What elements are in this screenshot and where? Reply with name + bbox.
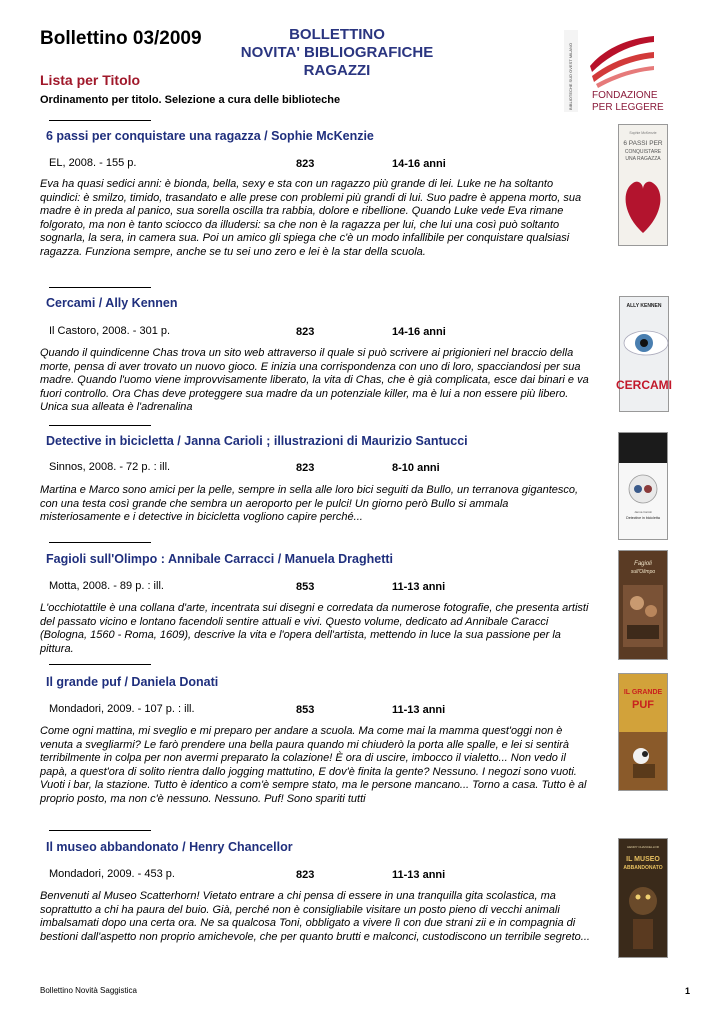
book-classification: 853 bbox=[296, 704, 315, 716]
bulletin-heading-line-3: RAGAZZI bbox=[303, 62, 371, 79]
entry-separator bbox=[49, 425, 151, 426]
book-publisher: Mondadori, 2009. - 107 p. : ill. bbox=[49, 703, 195, 715]
entry-separator bbox=[49, 664, 151, 665]
cover-text-line: IL GRANDE bbox=[623, 689, 663, 696]
book-age-range: 14-16 anni bbox=[392, 326, 446, 338]
cover-text-line: Fagioli bbox=[634, 561, 652, 567]
book-cover bbox=[618, 432, 668, 540]
cover-text-line: ABBANDONATO bbox=[623, 865, 663, 871]
cover-text-line: CERCAMI bbox=[616, 378, 672, 392]
book-cover bbox=[618, 838, 668, 958]
entry-separator bbox=[49, 287, 151, 288]
book-cover bbox=[618, 124, 668, 246]
book-age-range: 14-16 anni bbox=[392, 158, 446, 170]
cover-author: Janna Carioli bbox=[634, 510, 652, 514]
logo-line-2: PER LEGGERE bbox=[592, 102, 664, 113]
book-description: Eva ha quasi sedici anni: è bionda, bella, sexy e sta con un ragazzo più grande di lei. Luke ne ha soltanto quindici: è smilzo, timido, trasandato e alle prese con problemi più grandi di lui. Suo padre è appena morto, sua madre è in preda al panico, sua sorella oscilla tra rabbia, dolore e ribellione. Quando Luke vede Eva rimane folgorato, ma non è tanto sciocco da illudersi: sa che non è la ragazza per lui, che lui una così può soltanto sognarla, la sera, in camera sua. Poi un amico gli spiega che c'è un modo infallibile per conquistare qualsiasi ragazza. Funziona sempre, anche se tu sei uno zero e lei è la star della scuola. bbox=[40, 178, 582, 258]
book-cover bbox=[618, 673, 668, 791]
book-classification: 823 bbox=[296, 462, 315, 474]
cover-author: HENRY CHANCELLOR bbox=[627, 845, 659, 849]
page-number: 1 bbox=[685, 986, 691, 996]
book-description: Benvenuti al Museo Scatterhorn! Vietato entrare a chi pensa di essere in una tranquilla gita scolastica, ma soprattutto a chi ha paura del buio. Già, perché non è consigliabile visitare un posto pieno di vecchi animali imbalsamati dopo una certa ora. Ne sa qualcosa Toni, obbligato a vivere lì con due strani zii e in compagnia di bestioni dall'aspetto non proprio amichevole, che per quanto brutti e malconci, custodiscono un terribile segreto... bbox=[40, 890, 590, 943]
bicycle-illustration bbox=[629, 475, 657, 503]
book-classification: 823 bbox=[296, 158, 315, 170]
book-age-range: 11-13 anni bbox=[392, 581, 446, 593]
list-subtitle: Ordinamento per titolo. Selezione a cura delle biblioteche bbox=[40, 94, 341, 106]
book-age-range: 11-13 anni bbox=[392, 869, 446, 881]
book-description: Quando il quindicenne Chas trova un sito web attraverso il quale si può scrivere ai prigionieri nel braccio della morte, pensa di aver trovato un nuovo gioco. E inizia una corrispondenza con uno di loro, spacciandosi per sua madre. Quando l'uomo viene improvvisamente liberato, la vita di Chas, che è già complicata, esce dai binari e va fuori controllo. Ora Chas deve proteggere sua madre da un potenziale killer, ma è lui a non essere più libero. Unica sua alleata è l'adrenalina bbox=[40, 347, 589, 413]
book-description: L'occhiotattile è una collana d'arte, incentrata sui disegni e corredata da numerose fotografie, che presenta artisti del passato vicino e lontano facendoli sentire attuali e vivi. Questo volume, dedicato ad Annibale Caracci (Bologna, 1560 - Roma, 1609), descrive la vita e l'opera dell'artista, mettendo in luce la sua passione per la pittura. bbox=[40, 602, 589, 655]
list-title: Lista per Titolo bbox=[40, 72, 141, 88]
entry-separator bbox=[49, 830, 151, 831]
book-publisher: Mondadori, 2009. - 453 p. bbox=[49, 868, 175, 880]
cover-text-line: CONQUISTARE bbox=[624, 149, 662, 155]
book-classification: 823 bbox=[296, 869, 315, 881]
book-title: Il museo abbandonato / Henry Chancellor bbox=[46, 840, 293, 854]
book-title: Cercami / Ally Kennen bbox=[46, 296, 178, 310]
cover-text-line: PUF bbox=[632, 699, 654, 711]
bulletin-heading-line-1: BOLLETTINO bbox=[289, 26, 385, 43]
footer-text: Bollettino Novità Saggistica bbox=[40, 986, 137, 995]
book-publisher: EL, 2008. - 155 p. bbox=[49, 157, 137, 169]
page-title: Bollettino 03/2009 bbox=[40, 28, 202, 49]
cover-text-line: Detective in bicicletta bbox=[626, 516, 660, 520]
entry-separator bbox=[49, 542, 151, 543]
book-title: Il grande puf / Daniela Donati bbox=[46, 675, 219, 689]
cover-text-line: IL MUSEO bbox=[626, 856, 660, 863]
bulletin-heading-line-2: NOVITA' BIBLIOGRAFICHE bbox=[240, 44, 434, 61]
book-title: Detective in bicicletta / Janna Carioli ; illustrazioni di Maurizio Santucci bbox=[46, 434, 468, 448]
book-age-range: 11-13 anni bbox=[392, 704, 446, 716]
book-age-range: 8-10 anni bbox=[392, 462, 440, 474]
book-cover bbox=[616, 296, 672, 412]
entry-separator bbox=[49, 120, 151, 121]
book-description: Come ogni mattina, mi sveglio e mi preparo per andare a scuola. Ma come mai la mamma quest'oggi non è venuta a svegliarmi? Le farò prendere una bella paura quando mi chiuderò la porta alle spalle, e lei si sentirà terribilmente in colpa per non avermi preparato la colazione! È ora di uscire, imbocco il vialetto... Non vedo il papà, a quest'ora di solito rientra dallo jogging mattutino, E dov'è finita la gente? Nessuno. I negozi sono vuoti. Vuoti i bar, la stazione. Tutto è identico a com'è sempre stato, ma le persone mancano... Torno a casa. Tutto è al proprio posto, ma non c'è nessuno. Nessuno. Puf! Sono spariti tutti bbox=[40, 725, 587, 805]
book-description: Martina e Marco sono amici per la pelle, sempre in sella alle loro bici seguiti da Bullo, un terranova gigantesco, con una testa così grande che sembra un aeroporto per le pulci! Un giorno però Bullo si ammala misteriosamente e i detective in bicicletta vogliono capire perché... bbox=[40, 484, 579, 523]
cover-text-line: 6 PASSI PER bbox=[623, 140, 663, 147]
logo-side-text: BIBLIOTECHE SUD OVEST MILANO bbox=[568, 42, 573, 110]
book-title: 6 passi per conquistare una ragazza / Sophie McKenzie bbox=[46, 129, 374, 143]
cover-text-line: UNA RAGAZZA bbox=[625, 156, 661, 162]
book-classification: 823 bbox=[296, 326, 315, 338]
fondazione-per-leggere-logo bbox=[562, 26, 662, 116]
cover-text-line: sull'Olimpo bbox=[630, 569, 656, 575]
book-publisher: Motta, 2008. - 89 p. : ill. bbox=[49, 580, 164, 592]
logo-line-1: FONDAZIONE bbox=[592, 90, 658, 101]
book-cover bbox=[618, 550, 668, 660]
book-classification: 853 bbox=[296, 581, 315, 593]
book-title: Fagioli sull'Olimpo : Annibale Carracci / Manuela Draghetti bbox=[46, 552, 394, 566]
cover-author: Sophie McKenzie bbox=[629, 131, 657, 135]
cover-author: ALLY KENNEN bbox=[626, 303, 662, 309]
book-publisher: Sinnos, 2008. - 72 p. : ill. bbox=[49, 461, 171, 473]
book-publisher: Il Castoro, 2008. - 301 p. bbox=[49, 325, 171, 337]
